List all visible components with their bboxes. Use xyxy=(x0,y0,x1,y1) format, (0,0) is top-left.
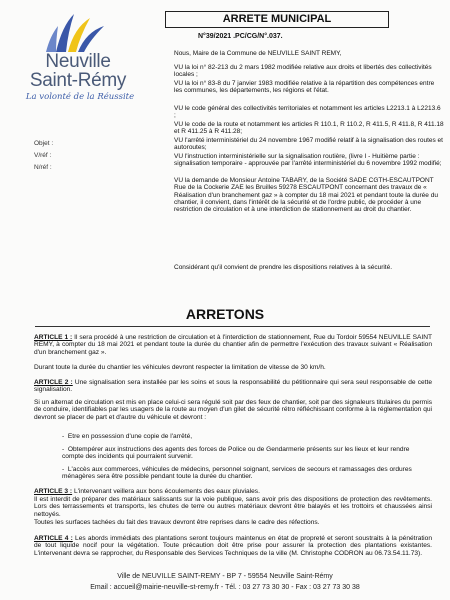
logo-emblem-icon xyxy=(18,12,138,54)
article-4-title: ARTICLE 4 : xyxy=(34,535,73,542)
decl-vu-5: VU l'arrêté interministériel du 24 novembre 1967 modifié relatif à la signalisation des routes et autoroutes; xyxy=(174,137,443,152)
logo-town-line1: Neuville xyxy=(45,51,111,72)
article-4-text: Les abords immédiats des plantations seront toujours maintenus en état de propreté et seront soustraits à la pénétration de tout liquide nocif pour la végétation. Toute précaution doit être prise pour assurer la protection des plantations existantes. L'intervenant devra se rapprocher, du Responsable des Services Techniques de la ville (M. Christophe CODRON au 06.73.54.11.73). xyxy=(34,535,432,557)
bullet-text: L'accès aux commerces, véhicules de médecins, personnel soignant, services de secours et ramassages des ordures ménagères sera être possible pendant toute la durée du chantier. xyxy=(62,466,412,481)
decl-vu-6: VU l'instruction interministérielle sur la signalisation routière, (livre I - Huitième partie : signalisation temporaire - approuvée par l'arrêté interministériel du 6 novembre 1992 modifié; xyxy=(174,153,442,168)
decl-vu-3: VU le code général des collectivités territoriales et notamment les articles L2213.1 à L2213.6 ; xyxy=(174,105,441,120)
bullet-text: Etre en possession d'une copie de l'arrêté, xyxy=(67,433,193,440)
article-3 xyxy=(34,488,432,495)
decl-considerant: Considérant qu'il convient de prendre les dispositions relatives à la sécurité. xyxy=(174,264,393,271)
bullet-item: - Etre en possession d'une copie de l'arrêté, xyxy=(62,433,193,440)
nref-label: N/réf : xyxy=(34,164,52,171)
decl-intro: Nous, Maire de la Commune de NEUVILLE SAINT REMY, xyxy=(174,50,342,57)
decl-vu-7: VU la demande de Monsieur Antoine TABARY, de la Société SADE CGTH-ESCAUTPONT Rue de la Cockerie ZAE les Bruilles 59278 ESCAUTPONT concernant des travaux de « Réalisation d'un branchement gaz » à compter du 18 mai 2021 et pendant toute la durée du chantier, il convient, dans l'intérêt de la sécurité et de l'ordre public, de procéder à une restriction de circulation et à une interdiction de stationnement au droit du chantier. xyxy=(174,177,438,214)
footer-contact: Email : accueil@mairie-neuville-st-remy.fr - Tél. : 03 27 73 30 30 - Fax : 03 27 73 30 38 xyxy=(90,584,360,591)
arretons-heading: ARRETONS xyxy=(185,306,265,322)
bullet-item: - L'accès aux commerces, véhicules de médecins, personnel soignant, services de secours et ramassages des ordures ménagères sera être possible pendant toute la durée du chantier. xyxy=(62,466,412,481)
bullet-text: Obtempérer aux instructions des agents des forces de Police ou de Gendarmerie présents sur les lieux et leur rendre compte des incidents qui pourraient survenir. xyxy=(62,446,410,461)
logo-motto: La volonté de la Réussite xyxy=(25,92,135,102)
bullet-item: - Obtempérer aux instructions des agents des forces de Police ou de Gendarmerie présents sur les lieux et leur rendre compte des incidents qui pourraient survenir. xyxy=(62,446,410,461)
article-2 xyxy=(34,379,432,394)
article-2-alternat: Si un alternat de circulation est mis en place celui-ci sera régulé soit par des feux de chantier, soit par des signaleurs titulaires du permis de conduire, identifiables par les usagers de la route au moyen d'un gilet de sécurité rétro réfléchissant conforme à la réglementation qui devront se placer de part et d'autre du véhicule et devront : xyxy=(34,399,432,421)
article-1-title: ARTICLE 1 : xyxy=(34,334,73,341)
document-title: ARRETE MUNICIPAL xyxy=(165,11,389,28)
article-3-title: ARTICLE 3 : xyxy=(34,488,73,495)
article-3-more: Il est interdit de préparer des matériaux salissants sur la voie publique, sans avoir pris des dispositions de protection des revêtements. Lors des terrassements et transports, les chutes de terre ou autres matériaux devront être balayés et les trottoirs et chaussées ainsi nettoyés. xyxy=(34,496,432,518)
decl-vu-4: VU le code de la route et notamment les articles R 110.1, R 110.2, R 411.5, R 411.8, R 411.18 et R 411.25 à R 411.28; xyxy=(174,121,444,136)
city-logo xyxy=(18,12,133,100)
objet-label: Objet : xyxy=(34,140,54,147)
footer-address: Ville de NEUVILLE SAINT-REMY - BP 7 - 59554 Neuville Saint-Rémy xyxy=(117,573,333,580)
decl-vu-2: VU la loi n° 83-8 du 7 janvier 1983 modifiée relative à la répartition des compétences entre les communes, les départements, les régions et l'état. xyxy=(174,80,435,95)
article-1 xyxy=(34,334,432,356)
logo-town-line2: Saint-Rémy xyxy=(29,70,127,91)
decree-reference: N°39/2021 .PC/CG/N°.037. xyxy=(198,33,283,40)
article-1-text: Il sera procédé à une restriction de circulation et à l'interdiction de stationnement, Rue du Tordoir 59554 NEUVILLE SAINT REMY, à compter du 18 mai 2021 et pendant toute la durée du chantier afin de permettre l'exécution des travaux suivant « Réalisation d'un branchement gaz ». xyxy=(34,334,432,356)
article-3-last: Toutes les surfaces tachées du fait des travaux devront être reprises dans le cadre des réfections. xyxy=(34,519,320,526)
article-2-text: Une signalisation sera installée par les soins et sous la responsabilité du pétitionnaire qui sera seul responsable de cette signalisation. xyxy=(34,379,432,394)
article-1-speed: Durant toute la durée du chantier les véhicules devront respecter la limitation de vitesse de 30 km/h. xyxy=(34,364,326,371)
article-2-title: ARTICLE 2 : xyxy=(34,379,73,386)
vref-label: V/réf : xyxy=(34,152,52,159)
separator-line xyxy=(35,326,430,327)
article-3-text: L'intervenant veillera aux bons écoulements des eaux pluviales. xyxy=(72,488,260,495)
decl-vu-1: VU la loi n° 82-213 du 2 mars 1982 modifiée relative aux droits et libertés des collectivités locales ; xyxy=(174,64,432,79)
article-4 xyxy=(34,535,432,557)
